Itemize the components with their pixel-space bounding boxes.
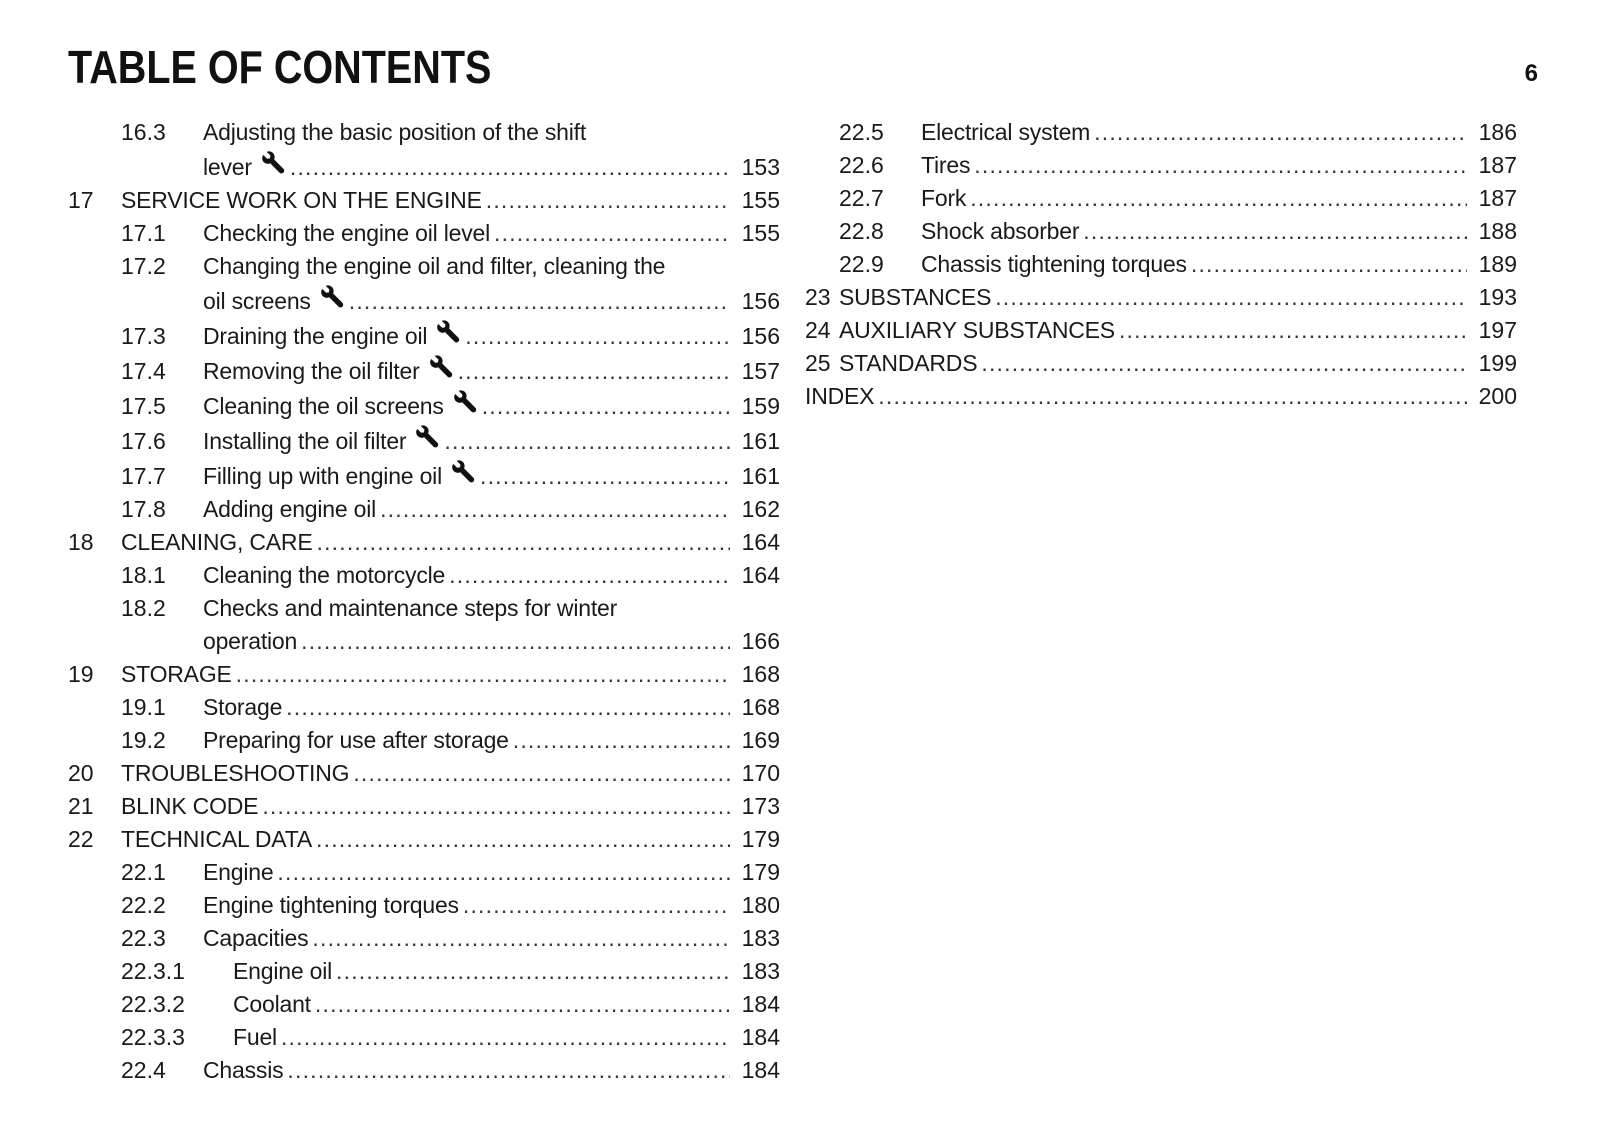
- page-reference[interactable]: 164: [741, 529, 780, 555]
- page-reference[interactable]: 188: [1478, 218, 1517, 244]
- page-reference[interactable]: 155: [741, 220, 780, 246]
- page-reference[interactable]: 161: [741, 428, 780, 454]
- section-title-line1: Adjusting the basic position of the shift: [203, 119, 587, 145]
- dot-leader: [353, 757, 730, 790]
- dot-leader: [380, 493, 730, 526]
- toc-entry[interactable]: [68, 493, 780, 526]
- section-title: SUBSTANCES: [839, 284, 992, 310]
- section-title: STORAGE: [121, 661, 232, 687]
- section-title: Preparing for use after storage: [203, 727, 509, 753]
- dot-leader: [301, 625, 730, 658]
- wrench-icon: [428, 353, 454, 375]
- dot-leader: [290, 151, 730, 184]
- section-title: TECHNICAL DATA: [121, 826, 313, 852]
- dot-leader: [316, 823, 730, 856]
- toc-entry[interactable]: [68, 526, 780, 559]
- section-title: Chassis: [203, 1057, 284, 1083]
- page-reference[interactable]: 183: [741, 925, 780, 951]
- dot-leader: [1094, 116, 1467, 149]
- section-title: CLEANING, CARE: [121, 529, 313, 555]
- toc-entry[interactable]: [805, 116, 1517, 149]
- toc-entry[interactable]: [805, 149, 1517, 182]
- dot-leader: [458, 355, 730, 388]
- dot-leader: [482, 390, 730, 423]
- wrench-icon: [435, 318, 461, 340]
- page-reference[interactable]: 173: [741, 793, 780, 819]
- section-number: 17.8: [121, 496, 166, 522]
- section-title: Chassis tightening torques: [921, 251, 1187, 277]
- toc-entry[interactable]: [805, 248, 1517, 281]
- section-title: Coolant: [233, 991, 311, 1017]
- section-title-line1: Changing the engine oil and filter, cleaning the: [203, 253, 666, 279]
- dot-leader: [1119, 314, 1467, 347]
- wrench-icon: [260, 149, 286, 171]
- wrench-icon: [450, 458, 476, 480]
- dot-leader: [277, 856, 730, 889]
- dot-leader: [236, 658, 730, 691]
- page-reference[interactable]: 183: [741, 958, 780, 984]
- dot-leader: [463, 889, 730, 922]
- section-title: Adding engine oil: [203, 496, 377, 522]
- page-reference[interactable]: 153: [741, 154, 780, 180]
- page-reference[interactable]: 162: [741, 496, 780, 522]
- section-number: 20: [68, 760, 94, 786]
- section-number: 25: [805, 350, 831, 376]
- toc-entry[interactable]: [68, 318, 780, 353]
- page-reference[interactable]: 159: [741, 393, 780, 419]
- page-number: 6: [1524, 60, 1538, 87]
- dot-leader: [1083, 215, 1467, 248]
- section-title: Capacities: [203, 925, 309, 951]
- section-title: SERVICE WORK ON THE ENGINE: [121, 187, 482, 213]
- section-number: 22.9: [839, 251, 884, 277]
- page-reference[interactable]: 168: [741, 694, 780, 720]
- page-reference[interactable]: 193: [1478, 284, 1517, 310]
- dot-leader: [315, 988, 730, 1021]
- dot-leader: [494, 217, 730, 250]
- toc-entry[interactable]: [68, 217, 780, 250]
- toc-entry[interactable]: [68, 116, 780, 184]
- page-reference[interactable]: 164: [741, 562, 780, 588]
- section-number: 23: [805, 284, 831, 310]
- toc-entry[interactable]: [68, 955, 780, 988]
- section-number: 21: [68, 793, 94, 819]
- section-title: Engine: [203, 859, 274, 885]
- dot-leader: [981, 347, 1467, 380]
- section-title: Draining the engine oil: [203, 323, 428, 349]
- toc-entry[interactable]: [68, 423, 780, 458]
- page-reference[interactable]: 169: [741, 727, 780, 753]
- dot-leader: [1191, 248, 1467, 281]
- section-title: Fuel: [233, 1024, 277, 1050]
- section-number: 17.6: [121, 428, 166, 454]
- toc-entry[interactable]: [68, 757, 780, 790]
- section-number: 22.3.3: [121, 1024, 185, 1050]
- page-reference[interactable]: 187: [1478, 185, 1517, 211]
- page-reference[interactable]: 184: [741, 1024, 780, 1050]
- section-number: 17.3: [121, 323, 166, 349]
- section-number: 22.3: [121, 925, 166, 951]
- section-number: 22.7: [839, 185, 884, 211]
- dot-leader: [281, 1021, 730, 1054]
- section-title: TROUBLESHOOTING: [121, 760, 350, 786]
- dot-leader: [486, 184, 730, 217]
- section-title-line1: Checks and maintenance steps for winter: [203, 595, 618, 621]
- page-reference[interactable]: 187: [1478, 152, 1517, 178]
- page-reference[interactable]: 200: [1478, 383, 1517, 409]
- dot-leader: [287, 1054, 730, 1087]
- section-title: Engine tightening torques: [203, 892, 459, 918]
- section-number: 22.8: [839, 218, 884, 244]
- dot-leader: [480, 460, 730, 493]
- page-reference[interactable]: 180: [741, 892, 780, 918]
- toc-entry[interactable]: [68, 724, 780, 757]
- dot-leader: [262, 790, 730, 823]
- toc-entry[interactable]: [68, 1054, 780, 1087]
- toc-entry[interactable]: [68, 691, 780, 724]
- dot-leader: [974, 149, 1467, 182]
- section-title: Installing the oil filter: [203, 428, 407, 454]
- dot-leader: [286, 691, 730, 724]
- section-number: 17.2: [121, 253, 166, 279]
- section-number: 22.3.1: [121, 958, 185, 984]
- page-reference[interactable]: 197: [1478, 317, 1517, 343]
- dot-leader: [312, 922, 730, 955]
- section-number: 19: [68, 661, 94, 687]
- dot-leader: [513, 724, 730, 757]
- section-title: lever: [203, 154, 252, 180]
- page-reference[interactable]: 184: [741, 991, 780, 1017]
- page-reference[interactable]: 170: [741, 760, 780, 786]
- page-reference[interactable]: 168: [741, 661, 780, 687]
- page-reference[interactable]: 166: [741, 628, 780, 654]
- section-number: 17: [68, 187, 94, 213]
- toc-right-column: [805, 116, 1517, 413]
- section-title: AUXILIARY SUBSTANCES: [839, 317, 1115, 343]
- toc-entry[interactable]: [68, 559, 780, 592]
- section-title: Cleaning the oil screens: [203, 393, 444, 419]
- section-number: 22.5: [839, 119, 884, 145]
- toc-entry[interactable]: [805, 182, 1517, 215]
- section-title: STANDARDS: [839, 350, 978, 376]
- toc-entry[interactable]: [68, 889, 780, 922]
- section-title: Electrical system: [921, 119, 1091, 145]
- toc-left-column: [68, 116, 780, 1087]
- dot-leader: [336, 955, 730, 988]
- toc-entry[interactable]: [68, 988, 780, 1021]
- section-title: INDEX: [805, 383, 875, 409]
- page-reference[interactable]: 179: [741, 826, 780, 852]
- wrench-icon: [414, 423, 440, 445]
- section-number: 22.6: [839, 152, 884, 178]
- section-title: Fork: [921, 185, 967, 211]
- section-number: 18.1: [121, 562, 166, 588]
- toc-entry[interactable]: [68, 353, 780, 388]
- page-reference[interactable]: 189: [1478, 251, 1517, 277]
- section-number: 19.2: [121, 727, 166, 753]
- page-title: TABLE OF CONTENTS: [68, 41, 492, 93]
- section-title: Checking the engine oil level: [203, 220, 491, 246]
- page-reference[interactable]: 179: [741, 859, 780, 885]
- wrench-icon: [452, 388, 478, 410]
- section-title: operation: [203, 628, 298, 654]
- dot-leader: [970, 182, 1467, 215]
- toc-entry[interactable]: [805, 380, 1517, 413]
- toc-entry[interactable]: [68, 388, 780, 423]
- dot-leader: [878, 380, 1467, 413]
- section-number: 16.3: [121, 119, 166, 145]
- toc-entry[interactable]: [68, 1021, 780, 1054]
- toc-entry[interactable]: [68, 250, 780, 318]
- dot-leader: [349, 285, 730, 318]
- dot-leader: [444, 425, 730, 458]
- toc-entry[interactable]: [805, 347, 1517, 380]
- dot-leader: [465, 320, 730, 353]
- page-reference[interactable]: 157: [741, 358, 780, 384]
- toc-entry[interactable]: [68, 592, 780, 658]
- toc-entry[interactable]: [805, 281, 1517, 314]
- section-number: 24: [805, 317, 831, 343]
- section-number: 17.1: [121, 220, 166, 246]
- section-title: Engine oil: [233, 958, 333, 984]
- dot-leader: [316, 526, 730, 559]
- dot-leader: [995, 281, 1467, 314]
- toc-entry[interactable]: [68, 184, 780, 217]
- toc-entry[interactable]: [805, 314, 1517, 347]
- toc-entry[interactable]: [68, 658, 780, 691]
- toc-entry[interactable]: [68, 922, 780, 955]
- section-number: 19.1: [121, 694, 166, 720]
- page-reference[interactable]: 186: [1478, 119, 1517, 145]
- section-number: 17.4: [121, 358, 166, 384]
- page-reference[interactable]: 199: [1478, 350, 1517, 376]
- toc-entry[interactable]: [68, 823, 780, 856]
- section-number: 18.2: [121, 595, 166, 621]
- section-title: Tires: [921, 152, 971, 178]
- toc-entry[interactable]: [805, 215, 1517, 248]
- section-title: oil screens: [203, 288, 311, 314]
- wrench-icon: [319, 283, 345, 305]
- section-number: 22.1: [121, 859, 166, 885]
- section-number: 22.3.2: [121, 991, 185, 1017]
- section-number: 22: [68, 826, 94, 852]
- page-reference[interactable]: 156: [741, 288, 780, 314]
- page-reference[interactable]: 161: [741, 463, 780, 489]
- section-number: 17.7: [121, 463, 166, 489]
- section-title: Cleaning the motorcycle: [203, 562, 446, 588]
- toc-entry[interactable]: [68, 856, 780, 889]
- section-number: 18: [68, 529, 94, 555]
- section-title: Filling up with engine oil: [203, 463, 442, 489]
- dot-leader: [449, 559, 730, 592]
- section-number: 22.4: [121, 1057, 166, 1083]
- section-title: Removing the oil filter: [203, 358, 420, 384]
- section-number: 17.5: [121, 393, 166, 419]
- section-title: BLINK CODE: [121, 793, 259, 819]
- toc-entry[interactable]: [68, 458, 780, 493]
- toc-entry[interactable]: [68, 790, 780, 823]
- page-reference[interactable]: 156: [741, 323, 780, 349]
- section-title: Shock absorber: [921, 218, 1080, 244]
- section-title: Storage: [203, 694, 283, 720]
- section-number: 22.2: [121, 892, 166, 918]
- page-reference[interactable]: 155: [741, 187, 780, 213]
- page-reference[interactable]: 184: [741, 1057, 780, 1083]
